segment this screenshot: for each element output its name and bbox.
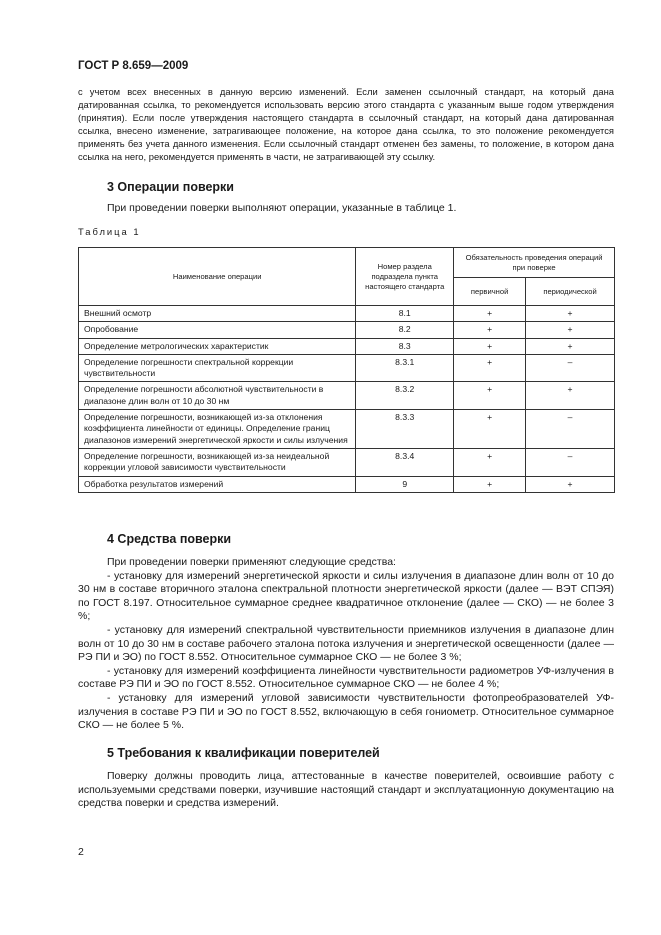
page-number: 2 [78,846,84,858]
primary-mark: + [454,338,526,354]
section-number: 8.3.4 [356,448,454,476]
section-4-lead: При проведении поверки применяют следующие средства: [107,556,396,568]
operation-name: Определение погрешности абсолютной чувствительности в диапазоне длин волн от 10 до 30 нм [79,382,356,410]
section-number: 8.3.1 [356,354,454,382]
section-3-text: При проведении поверки выполняют операции, указанные в таблице 1. [107,202,457,214]
primary-mark: + [454,410,526,449]
periodic-mark: + [526,322,615,338]
section-number: 8.3 [356,338,454,354]
periodic-mark: + [526,306,615,322]
table-row [79,354,615,382]
section-5-text: Поверку должны проводить лица, аттестованные в качестве поверителей, освоившие работу с используемыми средствами поверки, изучившие настоящий стандарт и эксплуатационную документацию на средства поверки и средства измерений. [78,770,614,810]
table-caption: Таблица 1 [78,226,141,237]
primary-mark: + [454,322,526,338]
periodic-mark: – [526,448,615,476]
periodic-mark: + [526,338,615,354]
header-operation-name: Наименование операции [79,248,356,306]
section-5-title: 5 Требования к квалификации поверителей [107,746,380,760]
operations-table [78,247,615,493]
periodic-mark: – [526,410,615,449]
section-number: 8.2 [356,322,454,338]
periodic-mark: + [526,476,615,492]
primary-mark: + [454,306,526,322]
intro-paragraph: с учетом всех внесенных в данную версию изменений. Если заменен ссылочный стандарт, на который дана датированная ссылка, то рекомендуется использовать версию этого стандарта с указанным выше годом утверждения (принятия). Если после утверждения настоящего стандарта в ссылочный стандарт, на который дана датированная ссылка, внесено изменение, затрагивающее положение, на которое дана ссылка, то это положение рекомендуется применять без учета данного изменения. Если ссылочный стандарт отменен без замены, то положение, в котором дана ссылка на него, рекомендуется применять в части, не затрагивающей эту ссылку. [78,86,614,163]
primary-mark: + [454,354,526,382]
operation-name: Обработка результатов измерений [79,476,356,492]
periodic-mark: – [526,354,615,382]
primary-mark: + [454,382,526,410]
list-item: - установку для измерений энергетической яркости и силы излучения в диапазоне длин волн от 10 до 30 нм в составе вторичного эталона спектральной плотности энергетической яркости (далее — ВЭТ СПЭЯ) по ГОСТ 8.197. Относительное суммарное среднее квадратичное отклонение (далее — СКО) — не более 3 %; [78,569,614,623]
operation-name: Определение погрешности, возникающей из-за неидеальной коррекции угловой зависимости чувствительности [79,448,356,476]
header-periodic: периодической [526,278,615,306]
header-primary: первичной [454,278,526,306]
header-section-number: Номер раздела подраздела пункта настоящего стандарта [356,248,454,306]
periodic-mark: + [526,382,615,410]
table-row [79,338,615,354]
section-number: 8.1 [356,306,454,322]
header-obligation: Обязательность проведения операций при поверке [454,248,615,278]
section-number: 8.3.3 [356,410,454,449]
operation-name: Определение метрологических характеристик [79,338,356,354]
table-row [79,322,615,338]
table-row [79,382,615,410]
primary-mark: + [454,448,526,476]
primary-mark: + [454,476,526,492]
operation-name: Определение погрешности спектральной коррекции чувствительности [79,354,356,382]
document-header: ГОСТ Р 8.659—2009 [78,60,189,72]
table-row [79,448,615,476]
section-3-title: 3 Операции поверки [107,180,234,194]
section-number: 9 [356,476,454,492]
list-item: - установку для измерений угловой зависимости чувствительности фотопреобразователей УФ-излучения в составе РЭ ПИ и ЭО по ГОСТ 8.552, включающую в себя гониометр. Относительное суммарное СКО — не более 5 %. [78,691,614,732]
operation-name: Внешний осмотр [79,306,356,322]
section-4-title: 4 Средства поверки [107,532,232,546]
table-row [79,410,615,449]
list-item: - установку для измерений коэффициента линейности чувствительности радиометров УФ-излучения в составе РЭ ПИ и ЭО по ГОСТ 8.552. Относительное суммарное СКО — не более 4 %; [78,664,614,691]
operation-name: Опробование [79,322,356,338]
table-row [79,476,615,492]
list-item: - установку для измерений спектральной чувствительности приемников излучения в диапазоне длин волн от 10 до 30 нм в составе рабочего эталона потока излучения и энергетической освещенности (далее — РЭ ПИ и ЭО) по ГОСТ 8.552. Относительное суммарное СКО — не более 3 %; [78,623,614,664]
operation-name: Определение погрешности, возникающей из-за отклонения коэффициента линейности от единицы. Определение границ диапазонов измерений энергетической яркости и силы излучения [79,410,356,449]
section-4-body [78,556,614,733]
table-row [79,306,615,322]
section-number: 8.3.2 [356,382,454,410]
